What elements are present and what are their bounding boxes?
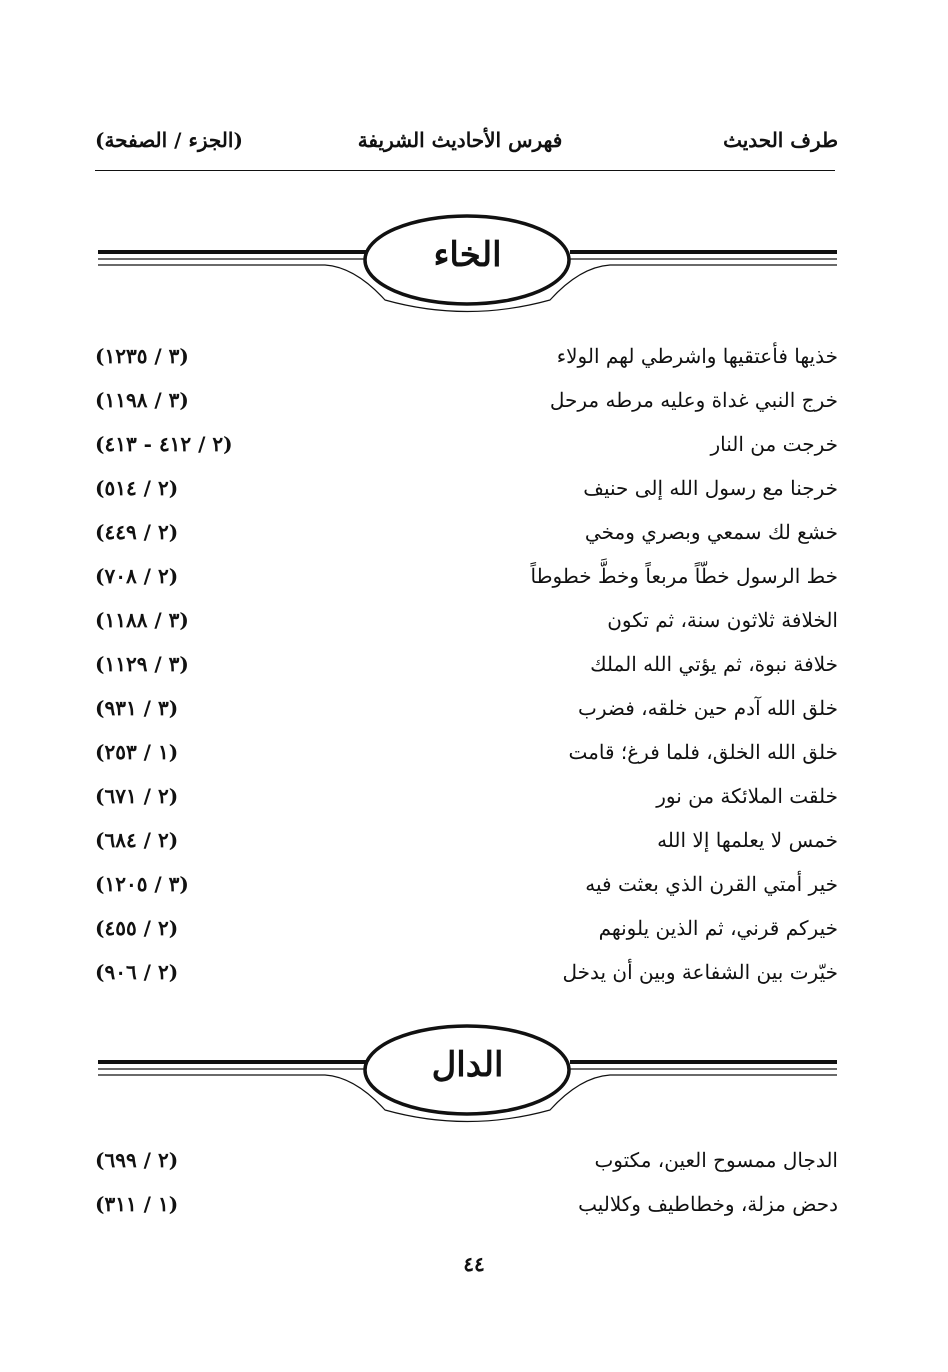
volume-page-ref: (١ / ٢٥٣)	[95, 740, 179, 764]
hadith-text: خيركم قرني، ثم الذين يلونهم	[598, 916, 838, 940]
list-item	[95, 602, 840, 642]
list-item	[95, 470, 840, 510]
page-number: ٤٤	[463, 1252, 485, 1276]
section-banner-khaa	[95, 205, 840, 325]
hadith-text: خط الرسول خطّاً مربعاً وخطَّ خطوطاً	[530, 564, 838, 588]
volume-page-ref: (٢ / ٥١٤)	[95, 476, 179, 500]
list-item	[95, 1186, 840, 1226]
list-item	[95, 558, 840, 598]
volume-page-ref: (٣ / ٩٣١)	[95, 696, 179, 720]
hadith-text: خلق الله آدم حين خلقه، فضرب	[578, 696, 838, 720]
list-item	[95, 338, 840, 378]
volume-page-ref: (٣ / ١٢٣٥)	[95, 344, 189, 368]
hadith-text: خير أمتي القرن الذي بعثت فيه	[585, 872, 838, 896]
volume-page-ref: (٣ / ١١٢٩)	[95, 652, 189, 676]
list-item	[95, 382, 840, 422]
list-item	[95, 822, 840, 862]
hadith-text: خيّرت بين الشفاعة وبين أن يدخل	[562, 960, 838, 984]
section-title: الدال	[431, 1045, 504, 1085]
volume-page-ref: (٢ / ٦٧١)	[95, 784, 179, 808]
list-item	[95, 734, 840, 774]
list-item	[95, 778, 840, 818]
hadith-text: الخلافة ثلاثون سنة، ثم تكون	[607, 608, 838, 632]
hadith-text: خشع لك سمعي وبصري ومخي	[584, 520, 838, 544]
hadith-text: خرجنا مع رسول الله إلى حنيف	[583, 476, 838, 500]
list-item	[95, 514, 840, 554]
list-item	[95, 910, 840, 950]
volume-page-ref: (٢ / ٩٠٦)	[95, 960, 179, 984]
volume-page-ref: (٣ / ١١٨٨)	[95, 608, 189, 632]
volume-page-ref: (٢ / ٦٩٩)	[95, 1148, 179, 1172]
hadith-text: خرج النبي غداة وعليه مرطه مرحل	[549, 388, 838, 412]
list-item	[95, 866, 840, 906]
list-item	[95, 690, 840, 730]
volume-page-ref: (٢ / ٤٤٩)	[95, 520, 179, 544]
volume-page-ref: (٢ / ٦٨٤)	[95, 828, 179, 852]
header-title: فهرس الأحاديث الشريفة	[357, 128, 563, 152]
hadith-text: خذيها فأعتقيها واشرطي لهم الولاء	[556, 344, 838, 368]
volume-page-ref: (٣ / ١١٩٨)	[95, 388, 189, 412]
list-item	[95, 646, 840, 686]
volume-page-ref: (٢ / ٤٥٥)	[95, 916, 179, 940]
header-column-hadith: طرف الحديث	[723, 128, 838, 152]
volume-page-ref: (١ / ٣١١)	[95, 1192, 179, 1216]
hadith-text: خلقت الملائكة من نور	[656, 784, 838, 808]
header-column-volume-page: (الجزء / الصفحة)	[95, 128, 243, 152]
hadith-text: الدجال ممسوح العين، مكتوب	[594, 1148, 838, 1172]
volume-page-ref: (٣ / ١٢٠٥)	[95, 872, 189, 896]
hadith-text: دحض مزلة، وخطاطيف وكلاليب	[578, 1192, 838, 1216]
volume-page-ref: (٢ / ٧٠٨)	[95, 564, 179, 588]
list-item	[95, 954, 840, 994]
section-title: الخاء	[433, 235, 502, 275]
list-item	[95, 426, 840, 466]
list-item	[95, 1142, 840, 1182]
hadith-text: خلق الله الخلق، فلما فرغ؛ قامت	[568, 740, 838, 764]
hadith-text: خلافة نبوة، ثم يؤتي الله الملك	[590, 652, 838, 676]
hadith-text: خمس لا يعلمها إلا الله	[657, 828, 838, 852]
header-rule	[95, 170, 835, 171]
hadith-text: خرجت من النار	[710, 432, 838, 456]
volume-page-ref: (٢ / ٤١٢ - ٤١٣)	[95, 432, 233, 456]
section-banner-dal	[95, 1015, 840, 1135]
